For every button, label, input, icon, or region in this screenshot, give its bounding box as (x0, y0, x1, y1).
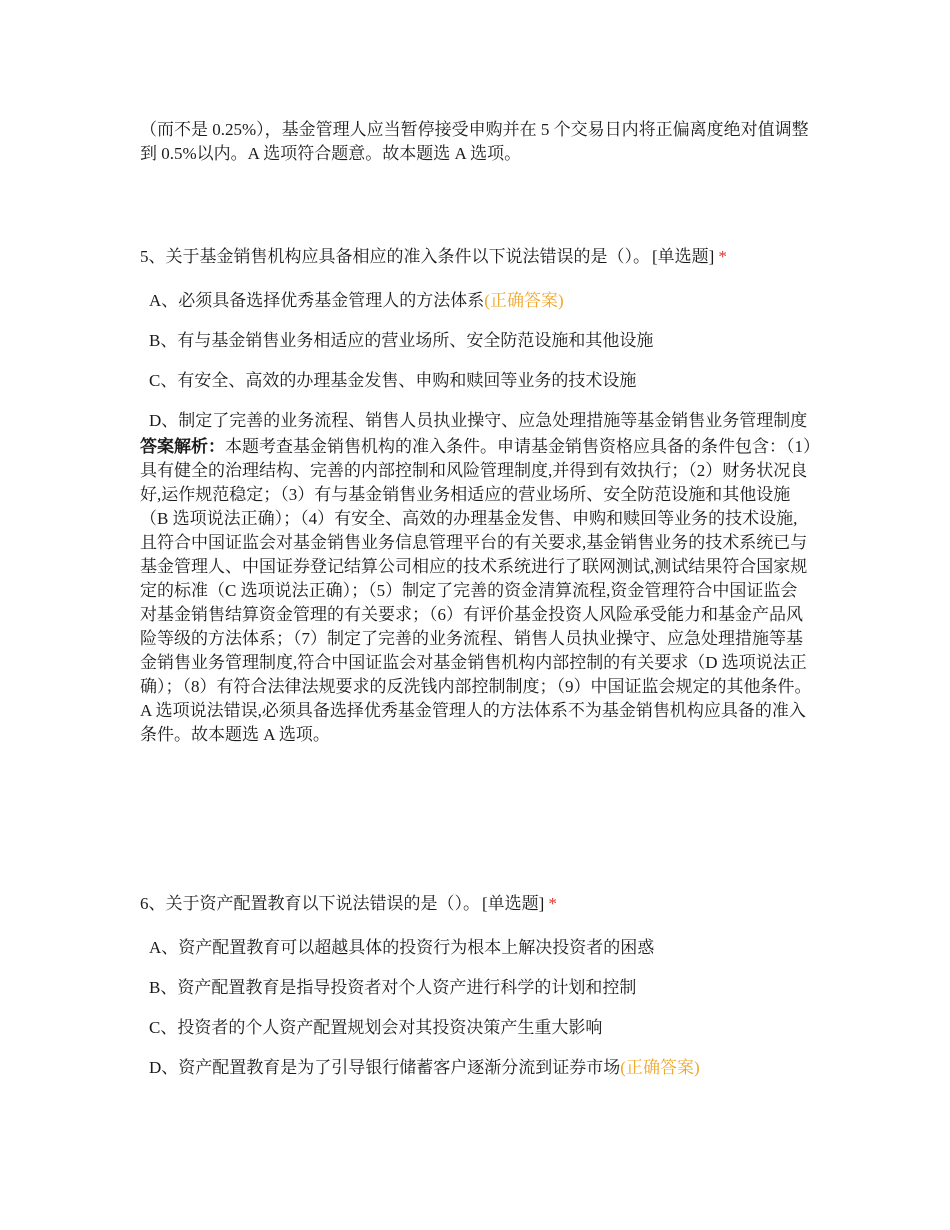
option-letter: C、 (149, 1018, 178, 1037)
option-text: 资产配置教育可以超越具体的投资行为根本上解决投资者的困惑 (178, 938, 655, 957)
question-5-options (140, 289, 812, 433)
option-text: 制定了完善的业务流程、销售人员执业操守、应急处理措施等基金销售业务管理制度 (178, 411, 808, 430)
required-mark: * (718, 247, 727, 266)
option-letter: D、 (149, 411, 179, 430)
option-a (149, 289, 812, 313)
option-letter: A、 (149, 291, 179, 310)
option-text: 有与基金销售业务相适应的营业场所、安全防范设施和其他设施 (177, 331, 654, 350)
question-stem-text: 5、关于基金销售机构应具备相应的准入条件以下说法错误的是（）。 (140, 247, 650, 266)
option-letter: A、 (149, 938, 179, 957)
correct-answer-label: (正确答案) (620, 1058, 700, 1077)
option-b (149, 976, 812, 1000)
question-5 (140, 245, 812, 747)
option-letter: D、 (149, 1058, 179, 1077)
analysis-text: 本题考查基金销售机构的准入条件。申请基金销售资格应具备的条件包含：（1）具有健全的治理结构、完善的内部控制和风险管理制度,并得到有效执行；（2）财务状况良好,运作规范稳定；（3）有与基金销售业务相适应的营业场所、安全防范设施和其他设施（B 选项说法正确）；（4）有安全、高效的办理基金发售、申购和赎回等业务的技术设施,且符合中国证监会对基金销售业务信息管理平台的有关要求,基金销售业务的技术系统已与基金管理人、中国证券登记结算公司相应的技术系统进行了联网测试,测试结果符合国家规定的标准（C 选项说法正确）；（5）制定了完善的资金清算流程,资金管理符合中国证监会对基金销售结算资金管理的有关要求；（6）有评价基金投资人风险承受能力和基金产品风险等级的方法体系；（7）制定了完善的业务流程、销售人员执业操守、应急处理措施等基金销售业务管理制度,符合中国证监会对基金销售机构内部控制的有关要求（D 选项说法正确）；（8）有符合法律法规要求的反洗钱内部控制制度；（9）中国证监会规定的其他条件。A 选项说法错误,必须具备选择优秀基金管理人的方法体系不为基金销售机构应具备的准入条件。故本题选 A 选项。 (140, 437, 812, 744)
question-6-options (140, 936, 812, 1080)
option-a (149, 936, 812, 960)
question-stem-text: 6、关于资产配置教育以下说法错误的是（）。 (140, 894, 480, 913)
option-d (149, 409, 812, 433)
question-type-label: [单选题] (482, 894, 545, 913)
option-c (149, 1016, 812, 1040)
option-b (149, 329, 812, 353)
option-letter: C、 (149, 371, 178, 390)
question-type-label: [单选题] (652, 247, 715, 266)
required-mark: * (548, 894, 557, 913)
option-letter: B、 (149, 978, 178, 997)
option-text: 资产配置教育是为了引导银行储蓄客户逐渐分流到证券市场 (178, 1058, 621, 1077)
option-text: 资产配置教育是指导投资者对个人资产进行科学的计划和控制 (177, 978, 637, 997)
correct-answer-label: (正确答案) (484, 291, 564, 310)
option-text: 有安全、高效的办理基金发售、申购和赎回等业务的技术设施 (177, 371, 637, 390)
analysis-label: 答案解析： (140, 437, 225, 456)
option-c (149, 369, 812, 393)
option-letter: B、 (149, 331, 178, 350)
previous-analysis-continuation (140, 118, 812, 166)
option-d (149, 1056, 812, 1080)
option-text: 必须具备选择优秀基金管理人的方法体系 (178, 291, 485, 310)
question-6 (140, 892, 812, 1096)
question-5-stem (140, 245, 812, 269)
question-6-stem (140, 892, 812, 916)
continuation-text: （而不是 0.25%），基金管理人应当暂停接受申购并在 5 个交易日内将正偏离度绝对值调整到 0.5%以内。A 选项符合题意。故本题选 A 选项。 (140, 120, 809, 163)
option-text: 投资者的个人资产配置规划会对其投资决策产生重大影响 (177, 1018, 603, 1037)
answer-analysis (140, 435, 812, 747)
